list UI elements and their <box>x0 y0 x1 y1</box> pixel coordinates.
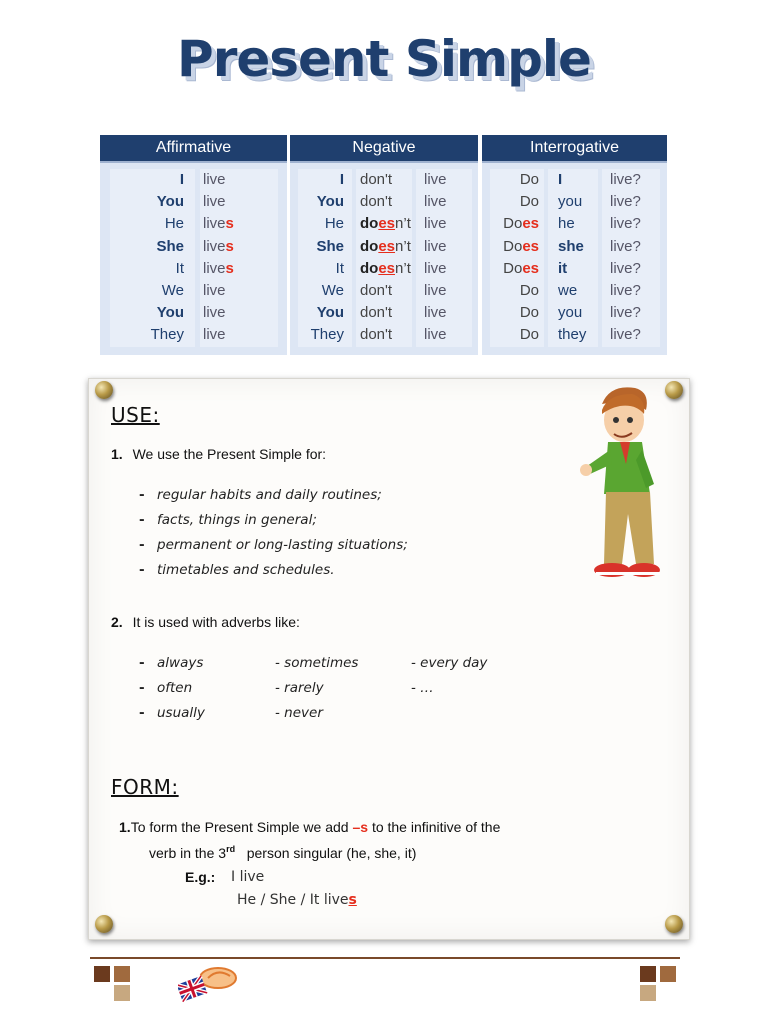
pronoun: They <box>310 326 344 344</box>
decor-square <box>114 966 130 982</box>
verb <box>203 191 226 213</box>
verb-base: live <box>203 281 226 299</box>
suffix-highlight: s <box>225 237 234 255</box>
pronoun: They <box>150 326 184 344</box>
pronoun: you <box>558 193 583 211</box>
auxiliary: don't <box>360 281 393 299</box>
pronoun: We <box>161 281 184 299</box>
adverb: - always <box>139 655 204 671</box>
conjugation-table <box>100 135 667 355</box>
table-row <box>482 258 667 280</box>
affirmative-header: Affirmative <box>100 135 287 163</box>
verb <box>203 324 226 346</box>
form-line-2 <box>149 845 416 861</box>
verb: live? <box>610 259 641 277</box>
auxiliary: don't <box>360 304 393 322</box>
adverb: - never <box>275 705 323 721</box>
adverb: - usually <box>139 705 205 721</box>
use-point-2 <box>111 614 300 630</box>
pronoun: He <box>324 215 344 233</box>
example-label: E.g.: <box>185 869 216 885</box>
verb: live <box>424 193 447 211</box>
verb: live <box>424 237 447 255</box>
decor-square <box>94 966 110 982</box>
auxiliary: Do <box>519 171 539 188</box>
use-bullet: - regular habits and daily routines; <box>139 487 382 503</box>
verb: live <box>424 215 447 233</box>
affirmative-rows <box>100 163 287 347</box>
table-row <box>482 324 667 346</box>
auxiliary: don't <box>360 193 393 211</box>
pronoun: You <box>156 304 184 322</box>
table-row <box>482 236 667 258</box>
pronoun: It <box>175 259 184 277</box>
table-row <box>100 302 287 324</box>
table-row <box>100 236 287 258</box>
interrogative-header: Interrogative <box>482 135 667 163</box>
verb <box>203 236 234 258</box>
negative-panel <box>290 135 478 355</box>
form-heading: FORM: <box>111 775 179 799</box>
auxiliary: Does <box>503 259 539 277</box>
decor-square <box>640 966 656 982</box>
table-row <box>290 324 478 346</box>
auxiliary: Do <box>519 326 539 344</box>
decor-square <box>114 985 130 1001</box>
pronoun: You <box>156 193 184 211</box>
verb: live? <box>610 237 641 255</box>
pronoun: You <box>316 193 344 211</box>
verb: live <box>424 304 447 322</box>
table-row <box>100 213 287 235</box>
auxiliary: Does <box>503 237 539 255</box>
table-row <box>290 236 478 258</box>
auxiliary: Do <box>519 281 539 299</box>
auxiliary: doesn’t <box>360 237 411 255</box>
adverb: - … <box>411 680 434 696</box>
use-heading: USE: <box>111 403 160 427</box>
form-text: person singular (he, she, it) <box>246 845 417 861</box>
page-title: Present Simple <box>177 30 591 88</box>
pin-icon <box>95 381 113 399</box>
pronoun: it <box>558 259 568 277</box>
adverb: - sometimes <box>275 655 359 671</box>
pronoun: you <box>558 304 583 322</box>
verb: live? <box>610 281 641 299</box>
verb: live? <box>610 304 641 322</box>
pronoun: It <box>335 259 344 277</box>
verb: live <box>424 259 447 277</box>
table-row <box>482 213 667 235</box>
verb: live? <box>610 326 641 344</box>
auxiliary: doesn’t <box>360 215 411 233</box>
interrogative-panel <box>482 135 667 355</box>
verb: live <box>424 281 447 299</box>
table-row <box>290 302 478 324</box>
suffix-highlight: s <box>225 215 234 233</box>
pronoun: You <box>316 304 344 322</box>
adverb: - rarely <box>275 680 324 696</box>
table-row <box>290 280 478 302</box>
adverb: - every day <box>411 655 488 671</box>
table-row <box>100 258 287 280</box>
use-bullet: - permanent or long-lasting situations; <box>139 537 408 553</box>
adverb: - often <box>139 680 193 696</box>
table-row <box>290 191 478 213</box>
auxiliary: Do <box>519 304 539 322</box>
auxiliary: doesn’t <box>360 259 411 277</box>
table-row <box>100 169 287 191</box>
table-row <box>100 324 287 346</box>
pronoun: he <box>558 215 575 233</box>
auxiliary: don't <box>360 171 393 188</box>
verb: live <box>424 326 447 344</box>
verb <box>203 302 226 324</box>
auxiliary: Do <box>519 193 539 211</box>
point-text: It is used with adverbs like: <box>132 614 300 630</box>
suffix-highlight: s <box>225 259 234 277</box>
form-text: to the infinitive of the <box>371 819 501 835</box>
table-row <box>482 302 667 324</box>
superscript: rd <box>226 844 236 854</box>
verb <box>203 213 234 235</box>
use-bullet: - facts, things in general; <box>139 512 317 528</box>
table-row <box>482 169 667 191</box>
use-bullet: - timetables and schedules. <box>139 562 335 578</box>
use-point-1 <box>111 446 326 462</box>
pronoun: I <box>179 171 184 188</box>
verb-base: live <box>203 193 226 211</box>
table-row <box>290 169 478 191</box>
affirmative-panel <box>100 135 287 355</box>
footer-divider <box>90 957 680 959</box>
negative-rows <box>290 163 478 347</box>
decor-square <box>660 966 676 982</box>
verb: live? <box>610 171 641 188</box>
suffix-highlight: s <box>348 892 357 908</box>
point-text: We use the Present Simple for: <box>132 446 327 462</box>
point-number: 1. <box>119 819 131 835</box>
example-2 <box>237 892 357 908</box>
suffix-highlight: –s <box>352 819 369 835</box>
boy-illustration <box>580 384 670 584</box>
table-row <box>290 258 478 280</box>
interrogative-rows <box>482 163 667 347</box>
pronoun: She <box>156 237 184 255</box>
pronoun: we <box>558 281 578 299</box>
pronoun: She <box>316 237 344 255</box>
verb-base: live <box>203 326 226 344</box>
pronoun: He <box>164 215 184 233</box>
pronoun: I <box>558 171 563 188</box>
pronoun: I <box>339 171 344 188</box>
table-row <box>482 191 667 213</box>
example-1: I live <box>231 869 265 885</box>
verb <box>203 280 226 302</box>
pin-icon <box>665 915 683 933</box>
table-row <box>100 191 287 213</box>
uk-flag-icon <box>178 966 238 1006</box>
pronoun: We <box>321 281 344 299</box>
verb-base: live <box>203 171 226 188</box>
verb-base: live <box>203 259 226 277</box>
verb <box>203 169 226 191</box>
verb-base: live <box>203 215 226 233</box>
example-text: He / She / It live <box>237 892 349 908</box>
table-row <box>100 280 287 302</box>
point-number: 2. <box>111 614 123 630</box>
pronoun: they <box>558 326 587 344</box>
verb: live <box>424 171 447 188</box>
form-point-1 <box>119 819 500 835</box>
verb <box>203 258 234 280</box>
table-row <box>290 213 478 235</box>
decor-square <box>640 985 656 1001</box>
verb: live? <box>610 215 641 233</box>
auxiliary: don't <box>360 326 393 344</box>
verb-base: live <box>203 304 226 322</box>
form-text: To form the Present Simple we add <box>130 819 349 835</box>
negative-header: Negative <box>290 135 478 163</box>
pronoun: she <box>558 237 584 255</box>
pin-icon <box>95 915 113 933</box>
point-number: 1. <box>111 446 123 462</box>
table-row <box>482 280 667 302</box>
auxiliary: Does <box>503 215 539 233</box>
verb-base: live <box>203 237 226 255</box>
verb: live? <box>610 193 641 211</box>
form-text: verb in the 3 <box>149 845 227 861</box>
